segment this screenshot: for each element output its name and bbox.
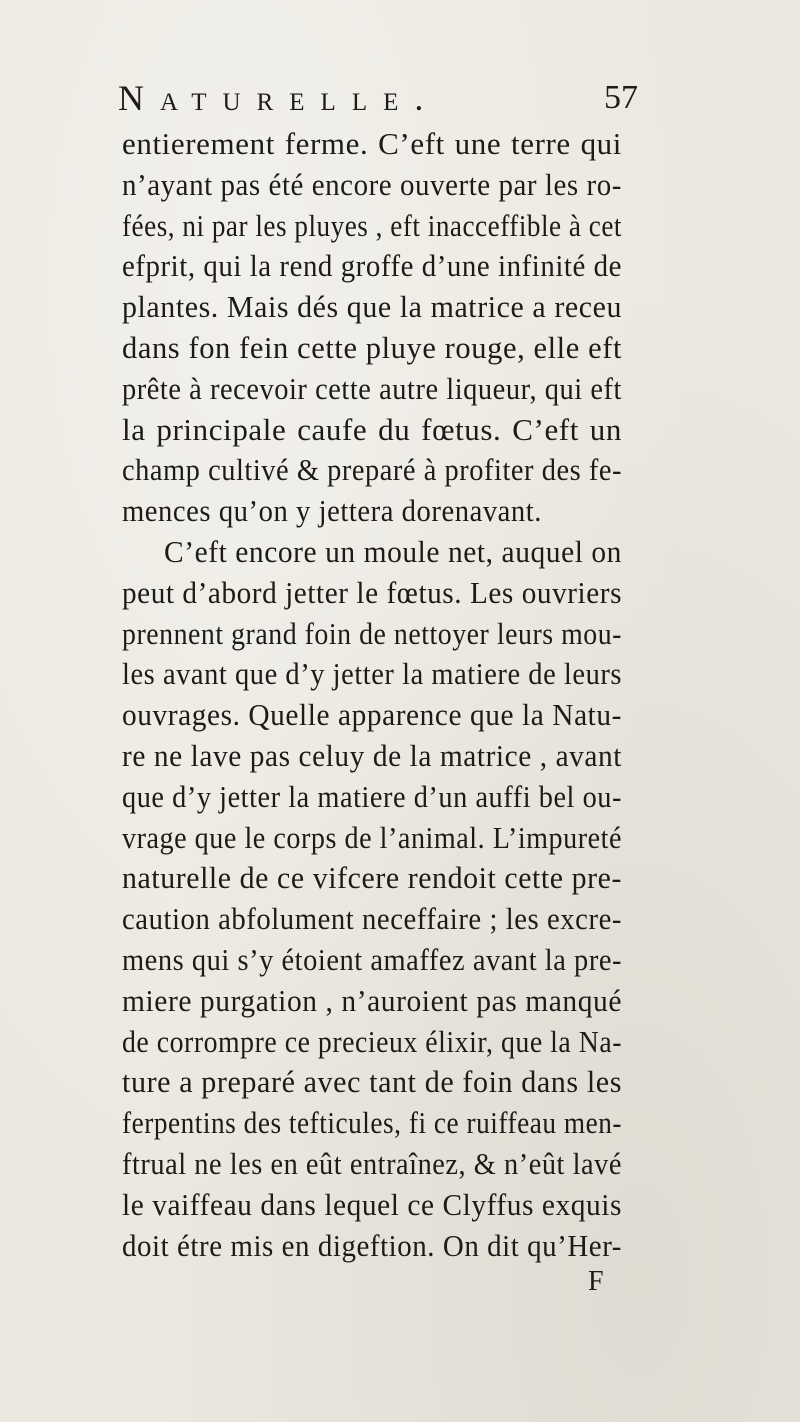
running-head — [118, 74, 638, 122]
text-line: doit étre mis en digeftion. On dit qu’Her- — [122, 1227, 623, 1263]
text-line: caution abfolument neceffaire ; les excre- — [122, 901, 622, 937]
text-line: n’ayant pas été encore ouverte par les ro- — [122, 166, 622, 202]
running-title: Naturelle. — [118, 78, 440, 118]
text-line: les avant que d’y jetter la matiere de leurs — [122, 656, 623, 692]
text-line: plantes. Mais dés que la matrice a receu — [122, 289, 622, 325]
text-line: ferpentins des tefticules, fi ce ruiffeau men- — [122, 1105, 622, 1141]
text-line: prennent grand foin de nettoyer leurs mou- — [122, 615, 622, 651]
text-line: re ne lave pas celuy de la matrice , avant — [122, 738, 623, 773]
text-line: miere purgation , n’auroient pas manqué — [122, 982, 623, 1018]
text-line: vrage que le corps de l’animal. L’impureté — [122, 819, 623, 855]
text-line: fées, ni par les pluyes , eft inacceffible à cet — [122, 207, 622, 243]
text-line: la principale caufe du fœtus. C’eft un — [122, 411, 622, 447]
text-line: ture a preparé avec tant de foin dans les — [122, 1064, 623, 1100]
text-line: peut d’abord jetter le fœtus. Les ouvriers — [122, 574, 623, 610]
text-line: C’eft encore un moule net, auquel on — [164, 534, 622, 569]
catchword: F — [588, 1266, 604, 1297]
text-line: que d’y jetter la matiere d’un auffi bel ou- — [122, 778, 622, 814]
text-line: mens qui s’y étoient amaffez avant la pre- — [122, 942, 623, 977]
text-line: de corrompre ce precieux élixir, que la Na- — [122, 1023, 623, 1059]
page-number: 57 — [604, 79, 638, 116]
text-line: naturelle de ce vifcere rendoit cette pre- — [122, 860, 623, 896]
text-line: champ cultivé & preparé à profiter des fe- — [122, 452, 623, 488]
text-line: dans fon fein cette pluye rouge, elle eft — [122, 330, 623, 365]
text-line: ouvrages. Quelle apparence que la Natu- — [122, 697, 623, 733]
text-line: entierement ferme. C’eft une terre qui — [122, 126, 622, 161]
text-line: mences qu’on y jettera dorenavant. — [122, 493, 543, 529]
text-line: prête à recevoir cette autre liqueur, qui eft — [122, 370, 622, 406]
text-line: le vaiffeau dans lequel ce Clyffus exquis — [122, 1186, 622, 1222]
text-line: efprit, qui la rend groffe d’une infinité de — [122, 248, 622, 284]
text-line: ftrual ne les en eût entraînez, & n’eût lavé — [122, 1146, 622, 1181]
